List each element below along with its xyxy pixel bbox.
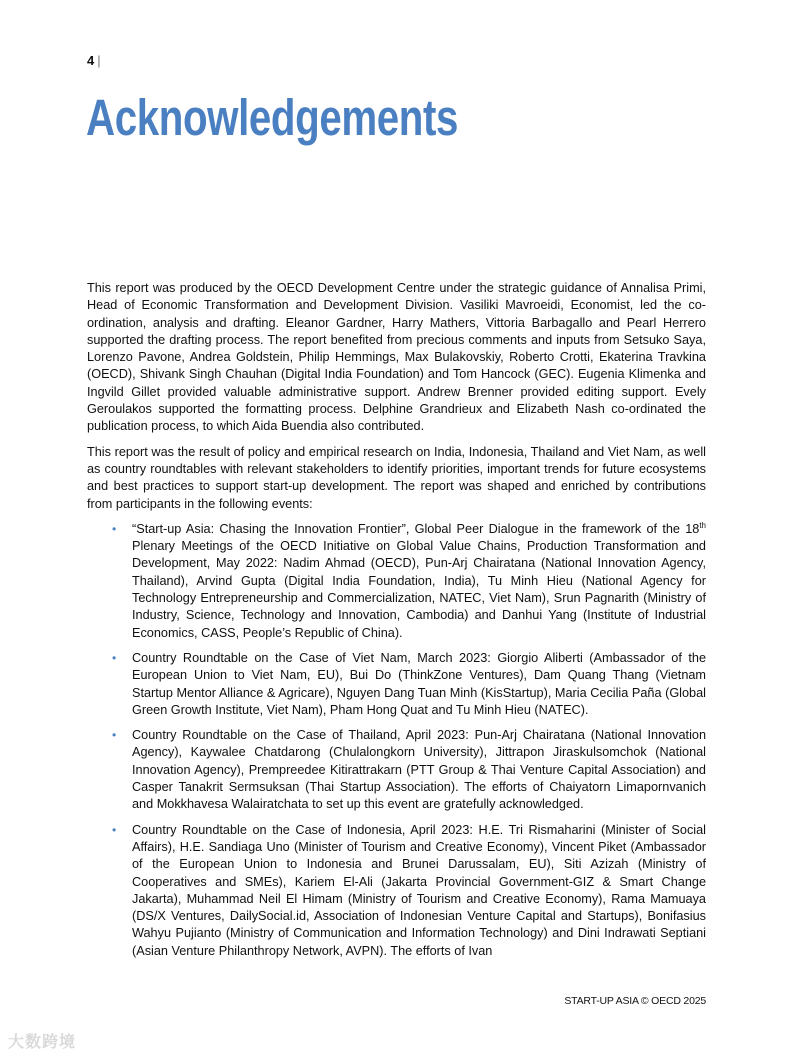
list-item (112, 650, 706, 719)
superscript: th (699, 520, 706, 530)
paragraph: This report was produced by the OECD Development Centre under the strategic guidance of Annalisa Primi, Head of Economic Transformation and Development Division. Vasiliki Mavroeidi, Economist, led the co-ordination, analysis and drafting. Eleanor Gardner, Harry Mathers, Vittoria Barbagallo and Pearl Herrero supported the drafting process. The report benefited from precious comments and inputs from Setsuko Saya, Lorenzo Pavone, Andrea Goldstein, Philip Hemmings, Max Bulakovskiy, Roberto Crotti, Ekaterina Travkina (OECD), Shivank Singh Chauhan (Digital India Foundation) and Tom Hancock (GEC). Eugenia Klimenka and Ingvild Gillet provided valuable administrative support. Andrew Brenner provided editing support. Evely Geroulakos supported the formatting process. Delphine Grandrieux and Elizabeth Nash co-ordinated the publication process, to which Aida Buendia also contributed. (87, 281, 706, 434)
list-item-text: Plenary Meetings of the OECD Initiative on Global Value Chains, Production Transformation and Development, May 2022: Nadim Ahmad (OECD), Pun-Arj Chairatana (National Innovation Agency, Thailand), Arvind Gupta (Digital India Foundation, India), Tu Minh Hieu (National Agency for Technology Entrepreneurship and Commercialization, NATEC, Viet Nam), Srun Pagnarith (Ministry of Industry, Science, Technology and Innovation, Cambodia) and Danhui Yang (Institute of Industrial Economics, CASS, People’s Republic of China). (132, 539, 706, 640)
header-separator: | (97, 53, 101, 68)
list-item-text: “Start-up Asia: Chasing the Innovation Frontier”, Global Peer Dialogue in the framework of the 18 (132, 521, 700, 536)
page-number: 4 (87, 53, 95, 68)
paragraph: This report was the result of policy and empirical research on India, Indonesia, Thailand and Viet Nam, as well as country roundtables with relevant stakeholders to identify priorities, important trends for future ecosystems and best practices to support start-up development. The report was shaped and enriched by contributions from participants in the following events: (87, 444, 706, 511)
bullet-icon: • (112, 521, 117, 536)
page-footer: START-UP ASIA © OECD 2025 (564, 995, 706, 1007)
events-list (87, 521, 706, 960)
watermark-logo: 大数跨境 (8, 1034, 77, 1051)
bullet-icon: • (112, 822, 117, 837)
list-item-text: Country Roundtable on the Case of Viet Nam, March 2023: Giorgio Aliberti (Ambassador of the European Union to Viet Nam, EU), Bui Do (ThinkZone Ventures), Dam Quang Thang (Vietnam Startup Mentor Alliance & Agricare), Nguyen Dang Tuan Minh (KisStartup), Maria Cecilia Paña (Global Green Growth Institute, Viet Nam), Pham Hong Quat and Tu Minh Hieu (NATEC). (132, 650, 706, 717)
list-item (112, 727, 706, 813)
page-header (87, 53, 101, 68)
list-item (112, 520, 706, 642)
bullet-icon: • (112, 728, 117, 743)
list-item-text: Country Roundtable on the Case of Thailand, April 2023: Pun-Arj Chairatana (National Innovation Agency), Kaywalee Chatdarong (Chulalongkorn University), Jittrapon Jiraskulsomchok (National Innovation Agency), Prempreedee Kitirattrakarn (PTT Group & Thai Venture Capital Association) and Casper Tanakrit Sermsuksan (Thai Startup Association). The efforts of Chaiyatorn Limapornvanich and Mokkhavesa Walairatchata to set up this event are gratefully acknowledged. (132, 728, 706, 812)
list-item-text: Country Roundtable on the Case of Indonesia, April 2023: H.E. Tri Rismaharini (Minister of Social Affairs), H.E. Sandiaga Uno (Minister of Tourism and Creative Economy), Vincent Piket (Ambassador of the European Union to Indonesia and Brunei Darussalam, EU), Siti Azizah (Ministry of Cooperatives and SMEs), Kariem El-Ali (Jakarta Provincial Government-GIZ & Smart Change Jakarta), Muhammad Neil El Himam (Ministry of Tourism and Creative Economy), Rama Mamuaya (DS/X Ventures, DailySocial.id, Association of Indonesian Venture Capital and Startups), Bonifasius Wahyu Pujianto (Ministry of Communication and Information Technology) and Dini Indrawati Septiani (Asian Venture Philanthropy Network, AVPN). The efforts of Ivan (132, 822, 706, 958)
body-content (87, 280, 706, 968)
list-item (112, 822, 706, 960)
page-title: Acknowledgements (86, 89, 459, 146)
bullet-icon: • (112, 650, 117, 665)
